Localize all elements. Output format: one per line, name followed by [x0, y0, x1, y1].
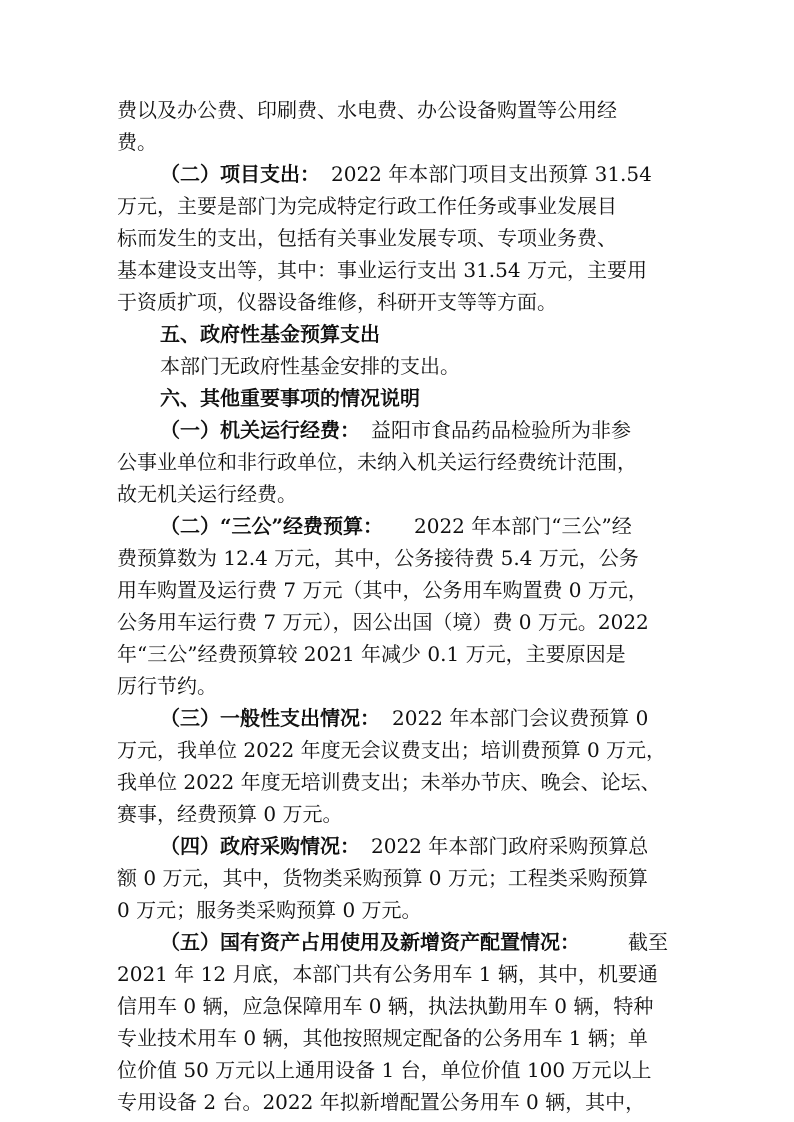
- text-segment: 费。: [117, 130, 157, 154]
- text-segment: 公事业单位和非行政单位，未纳入机关运行经费统计范围，: [117, 450, 637, 474]
- text-line: [0, 958, 794, 990]
- text-segment: 标而发生的支出，包括有关事业发展专项、专项业务费、: [117, 226, 617, 250]
- text-line: [0, 222, 794, 254]
- text-segment: 费预算数为 12.4 万元，其中，公务接待费 5.4 万元，公务: [117, 546, 639, 570]
- text-line: [0, 94, 794, 126]
- text-line: [0, 1086, 794, 1118]
- text-segment: 于资质扩项，仪器设备维修，科研开支等等方面。: [117, 290, 557, 314]
- text-line: [0, 894, 794, 926]
- text-line: [0, 990, 794, 1022]
- text-segment: 专业技术用车 0 辆，其他按照规定配备的公务用车 1 辆；单: [117, 1026, 648, 1050]
- text-segment: 万元，主要是部门为完成特定行政工作任务或事业发展目: [117, 194, 617, 218]
- section-heading: 五、政府性基金预算支出: [160, 322, 380, 346]
- text-segment: 年“三公”经费预算较 2021 年减少 0.1 万元，主要原因是: [117, 642, 626, 666]
- text-segment: 基本建设支出等，其中：事业运行支出 31.54 万元，主要用: [117, 258, 647, 282]
- text-segment: 益阳市食品药品检验所为非参: [371, 418, 631, 442]
- text-line: [0, 734, 794, 766]
- bold-text-segment: （一）机关运行经费：: [160, 418, 360, 442]
- text-segment: 我单位 2022 年度无培训费支出；未举办节庆、晚会、论坛、: [117, 770, 661, 794]
- text-line: [0, 414, 794, 446]
- text-segment: 位价值 50 万元以上通用设备 1 台，单位价值 100 万元以上: [117, 1058, 652, 1082]
- text-line: [0, 702, 794, 734]
- text-segment: 0 万元；服务类采购预算 0 万元。: [117, 898, 422, 922]
- bold-text-segment: （二）“三公”经费预算：: [160, 514, 384, 538]
- text-line: [0, 606, 794, 638]
- text-line: [0, 638, 794, 670]
- text-segment: 厉行节约。: [117, 674, 217, 698]
- text-line: [0, 158, 794, 190]
- text-segment: 本部门无政府性基金安排的支出。: [160, 354, 460, 378]
- text-line: [0, 926, 794, 958]
- text-line: [0, 670, 794, 702]
- text-segment: 公务用车运行费 7 万元），因公出国（境）费 0 万元。2022: [117, 610, 649, 634]
- text-segment: 赛事，经费预算 0 万元。: [117, 802, 343, 826]
- text-line: [0, 510, 794, 542]
- text-segment: 额 0 万元，其中，货物类采购预算 0 万元；工程类采购预算: [117, 866, 648, 890]
- bold-text-segment: （二）项目支出：: [160, 162, 320, 186]
- text-line: [0, 830, 794, 862]
- text-line: [0, 286, 794, 318]
- text-line: [0, 126, 794, 158]
- text-line: [0, 318, 794, 350]
- text-line: [0, 190, 794, 222]
- bold-text-segment: （五）国有资产占用使用及新增资产配置情况：: [160, 930, 580, 954]
- text-segment: 费以及办公费、印刷费、水电费、办公设备购置等公用经: [117, 98, 617, 122]
- text-segment: 2021 年 12 月底，本部门共有公务用车 1 辆，其中，机要通: [117, 962, 658, 986]
- text-segment: 截至: [628, 930, 668, 954]
- text-segment: 专用设备 2 台。2022 年拟新增配置公务用车 0 辆，其中，: [117, 1090, 646, 1114]
- text-line: [0, 478, 794, 510]
- text-segment: 2022 年本部门“三公”经: [414, 514, 632, 538]
- text-segment: 2022 年本部门政府采购预算总: [371, 834, 649, 858]
- text-line: [0, 1022, 794, 1054]
- text-segment: 2022 年本部门项目支出预算 31.54: [331, 162, 652, 186]
- text-segment: 信用车 0 辆，应急保障用车 0 辆，执法执勤用车 0 辆，特种: [117, 994, 654, 1018]
- section-heading: 六、其他重要事项的情况说明: [160, 386, 420, 410]
- text-line: [0, 542, 794, 574]
- bold-text-segment: （三）一般性支出情况：: [160, 706, 380, 730]
- text-segment: 用车购置及运行费 7 万元（其中，公务用车购置费 0 万元，: [117, 578, 648, 602]
- text-line: [0, 1054, 794, 1086]
- text-segment: 万元，我单位 2022 年度无会议费支出；培训费预算 0 万元，: [117, 738, 667, 762]
- text-segment: 故无机关运行经费。: [117, 482, 297, 506]
- text-line: [0, 382, 794, 414]
- bold-text-segment: （四）政府采购情况：: [160, 834, 360, 858]
- text-line: [0, 574, 794, 606]
- text-line: [0, 766, 794, 798]
- text-line: [0, 862, 794, 894]
- text-segment: 2022 年本部门会议费预算 0: [392, 706, 649, 730]
- text-line: [0, 798, 794, 830]
- text-line: [0, 254, 794, 286]
- text-line: [0, 446, 794, 478]
- text-line: [0, 350, 794, 382]
